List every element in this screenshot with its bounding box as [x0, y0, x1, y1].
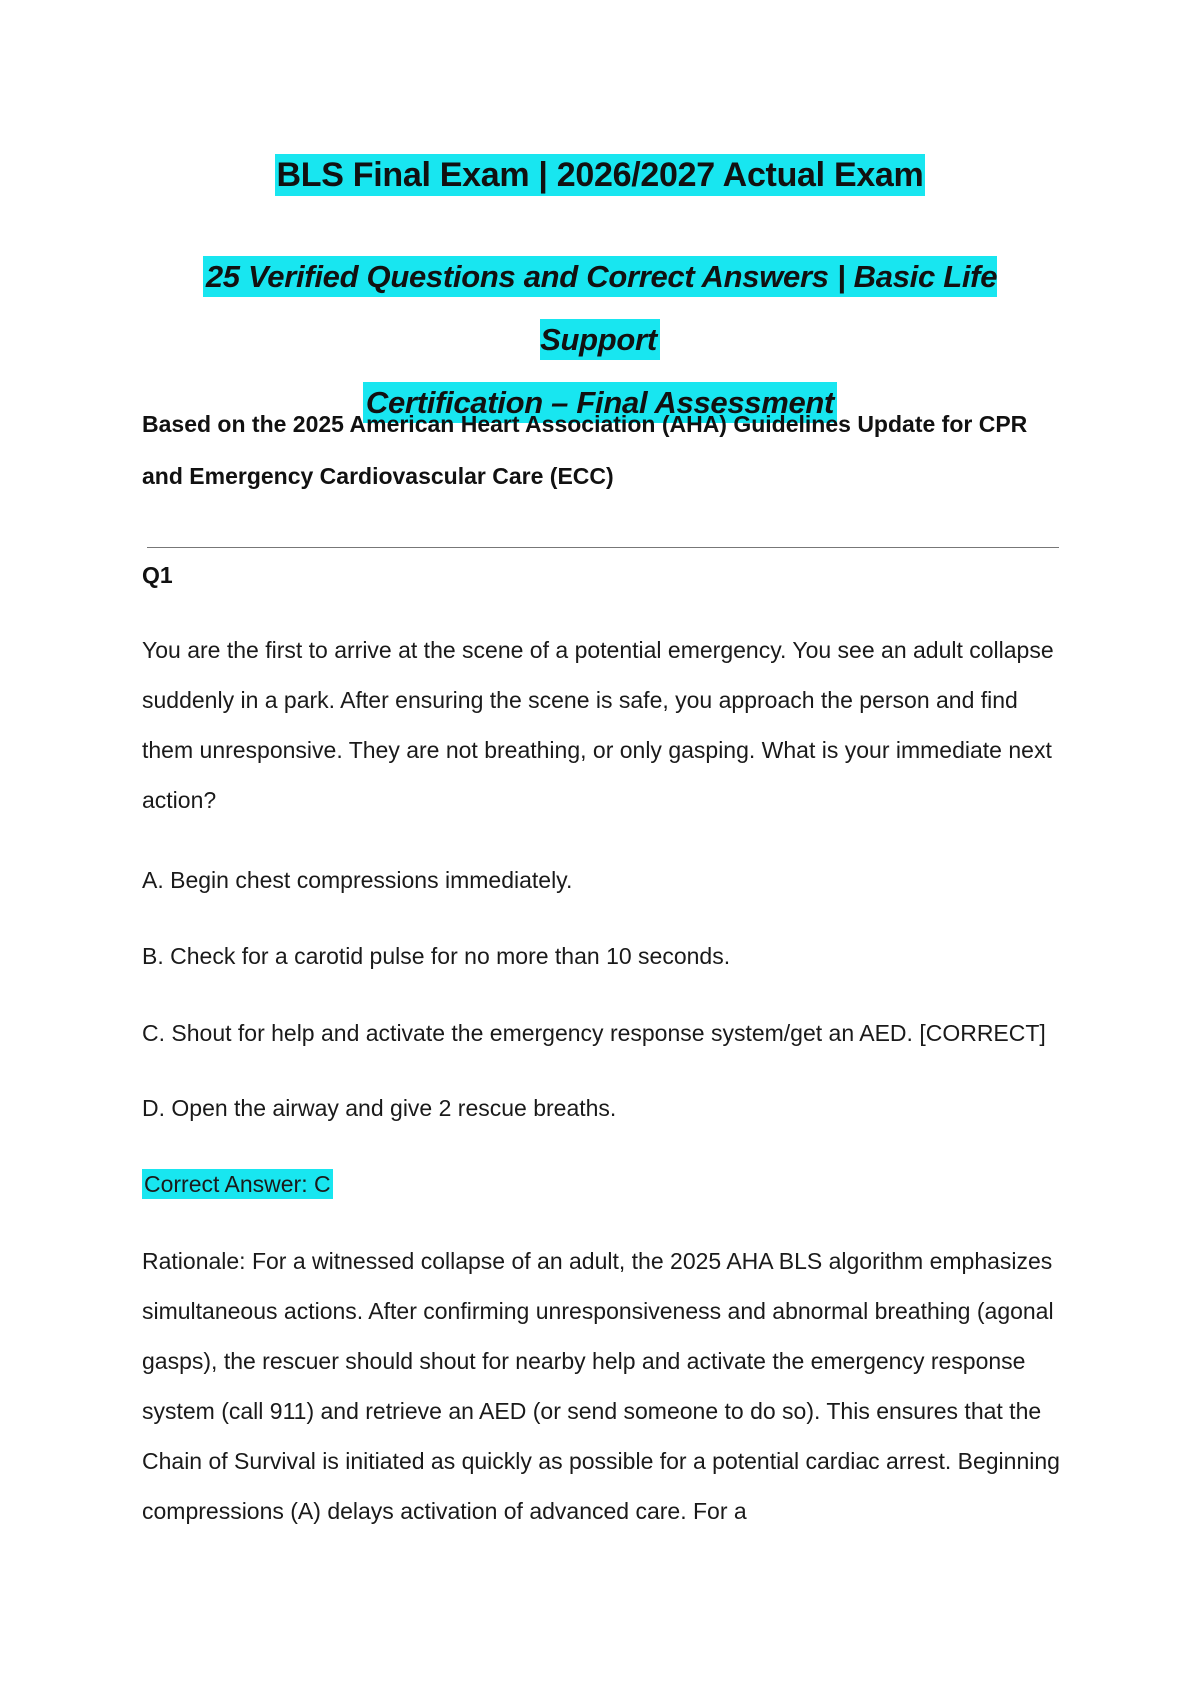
- option-d: D. Open the airway and give 2 rescue breaths.: [142, 1095, 617, 1121]
- correct-answer: [142, 1159, 1072, 1209]
- guidelines-basis: Based on the 2025 American Heart Association (AHA) Guidelines Update for CPR and Emergency Cardiovascular Care (ECC): [142, 411, 1028, 489]
- document-title-text: BLS Final Exam | 2026/2027 Actual Exam: [276, 156, 924, 194]
- document-subtitle-line2: Certification – Final Assessment: [363, 382, 837, 423]
- option-a: A. Begin chest compressions immediately.: [142, 867, 573, 893]
- document-subtitle-line1: 25 Verified Questions and Correct Answers | Basic Life Support: [203, 256, 997, 360]
- section-divider: [147, 547, 1059, 548]
- rationale-text: Rationale: For a witnessed collapse of an adult, the 2025 AHA BLS algorithm emphasizes simultaneous actions. After confirming unresponsiveness and abnormal breathing (agonal gasps), the rescuer should shout for nearby help and activate the emergency response system (call 911) and retrieve an AED (or send someone to do so). This ensures that the Chain of Survival is initiated as quickly as possible for a potential cardiac arrest. Beginning compressions (A) delays activation of advanced care. For a: [142, 1248, 1060, 1524]
- question-text: You are the first to arrive at the scene of a potential emergency. You see an adult collapse suddenly in a park. After ensuring the scene is safe, you approach the person and find them unresponsive. They are not breathing, or only gasping. What is your immediate next action?: [142, 637, 1054, 813]
- document-title: [0, 153, 1200, 197]
- correct-answer-text: Correct Answer: C: [144, 1171, 331, 1197]
- option-c: C. Shout for help and activate the emergency response system/get an AED. [CORRECT]: [142, 1020, 1046, 1046]
- option-b: B. Check for a carotid pulse for no more than 10 seconds.: [142, 943, 731, 969]
- question-label: Q1: [142, 562, 173, 588]
